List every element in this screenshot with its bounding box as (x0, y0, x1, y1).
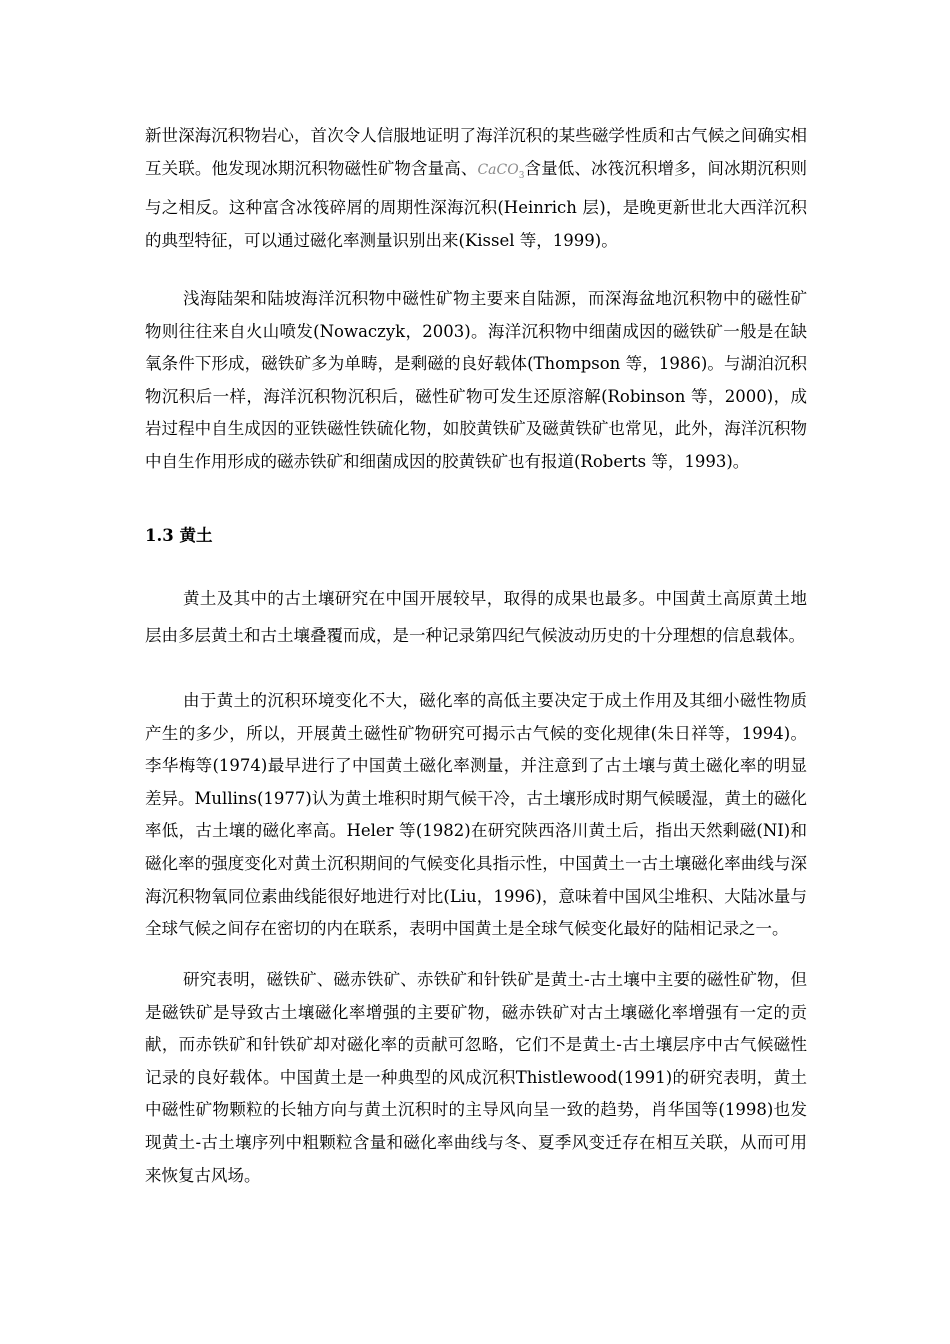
paragraph-marine-magnetism-climate (145, 120, 807, 257)
paragraph-loess-susceptibility: 由于黄土的沉积环境变化不大，磁化率的高低主要决定于成土作用及其细小磁性物质产生的多少，所以，开展黄土磁性矿物研究可揭示古气候的变化规律(朱日祥等，1994)。李华梅等(1974)最早进行了中国黄土磁化率测量，并注意到了古土壤与黄土磁化率的明显差异。Mullins(1977)认为黄土堆积时期气候干冷，古土壤形成时期气候暖湿，黄土的磁化率低，古土壤的磁化率高。Heler 等(1982)在研究陕西洛川黄土后，指出天然剩磁(NI)和磁化率的强度变化对黄土沉积期间的气候变化具指示性，中国黄土一古土壤磁化率曲线与深海沉积物氧同位素曲线能很好地进行对比(Liu，1996)，意味着中国风尘堆积、大陆冰量与全球气候之间存在密切的内在联系，表明中国黄土是全球气候变化最好的陆相记录之一。 (145, 691, 807, 939)
section-heading-loess: 1.3 黄土 (145, 526, 213, 545)
paragraph-text-part-1: 新世深海沉积物岩心，首次令人信服地证明了海洋沉积的某些磁学性质和古气候之间确实相互关联。他发现冰期沉积物磁性矿物含量高、 (145, 126, 807, 178)
paragraph-marine-sediment-sources: 浅海陆架和陆坡海洋沉积物中磁性矿物主要来自陆源，而深海盆地沉积物中的磁性矿物则往往来自火山喷发(Nowaczyk，2003)。海洋沉积物中细菌成因的磁铁矿一般是在缺氧条件下形成，磁铁矿多为单畴，是剩磁的良好载体(Thompson 等，1986)。与湖泊沉积物沉积后一样，海洋沉积物沉积后，磁性矿物可发生还原溶解(Robinson 等，2000)，成岩过程中自生成因的亚铁磁性铁硫化物，如胶黄铁矿及磁黄铁矿也常见，此外，海洋沉积物中自生作用形成的磁赤铁矿和细菌成因的胶黄铁矿也有报道(Roberts 等，1993)。 (145, 289, 807, 471)
paragraph-text-part-2: 含量低、冰筏沉积增多，间冰期沉积则与之相反。这种富含冰筏碎屑的周期性深海沉积(Heinrich 层)，是晚更新世北大西洋沉积的典型特征，可以通过磁化率测量识别出来(Kissel 等，1999)。 (145, 158, 808, 250)
paragraph-loess-magnetic-minerals: 研究表明，磁铁矿、磁赤铁矿、赤铁矿和针铁矿是黄土-古土壤中主要的磁性矿物，但是磁铁矿是导致古土壤磁化率增强的主要矿物，磁赤铁矿对古土壤磁化率增强有一定的贡献，而赤铁矿和针铁矿却对磁化率的贡献可忽略，它们不是黄土-古土壤层序中古气候磁性记录的良好载体。中国黄土是一种典型的风成沉积Thistlewood(1991)的研究表明，黄土中磁性矿物颗粒的长轴方向与黄土沉积时的主导风向呈一致的趋势，肖华国等(1998)也发现黄土-古土壤序列中粗颗粒含量和磁化率曲线与冬、夏季风变迁存在相互关联，从而可用来恢复古风场。 (145, 970, 807, 1185)
paragraph-loess-overview: 黄土及其中的古土壤研究在中国开展较早，取得的成果也最多。中国黄土高原黄土地层由多层黄土和古土壤叠覆而成，是一种记录第四纪气候波动历史的十分理想的信息载体。 (145, 589, 807, 645)
caco3-formula: CaCO$_3$ (477, 161, 525, 181)
